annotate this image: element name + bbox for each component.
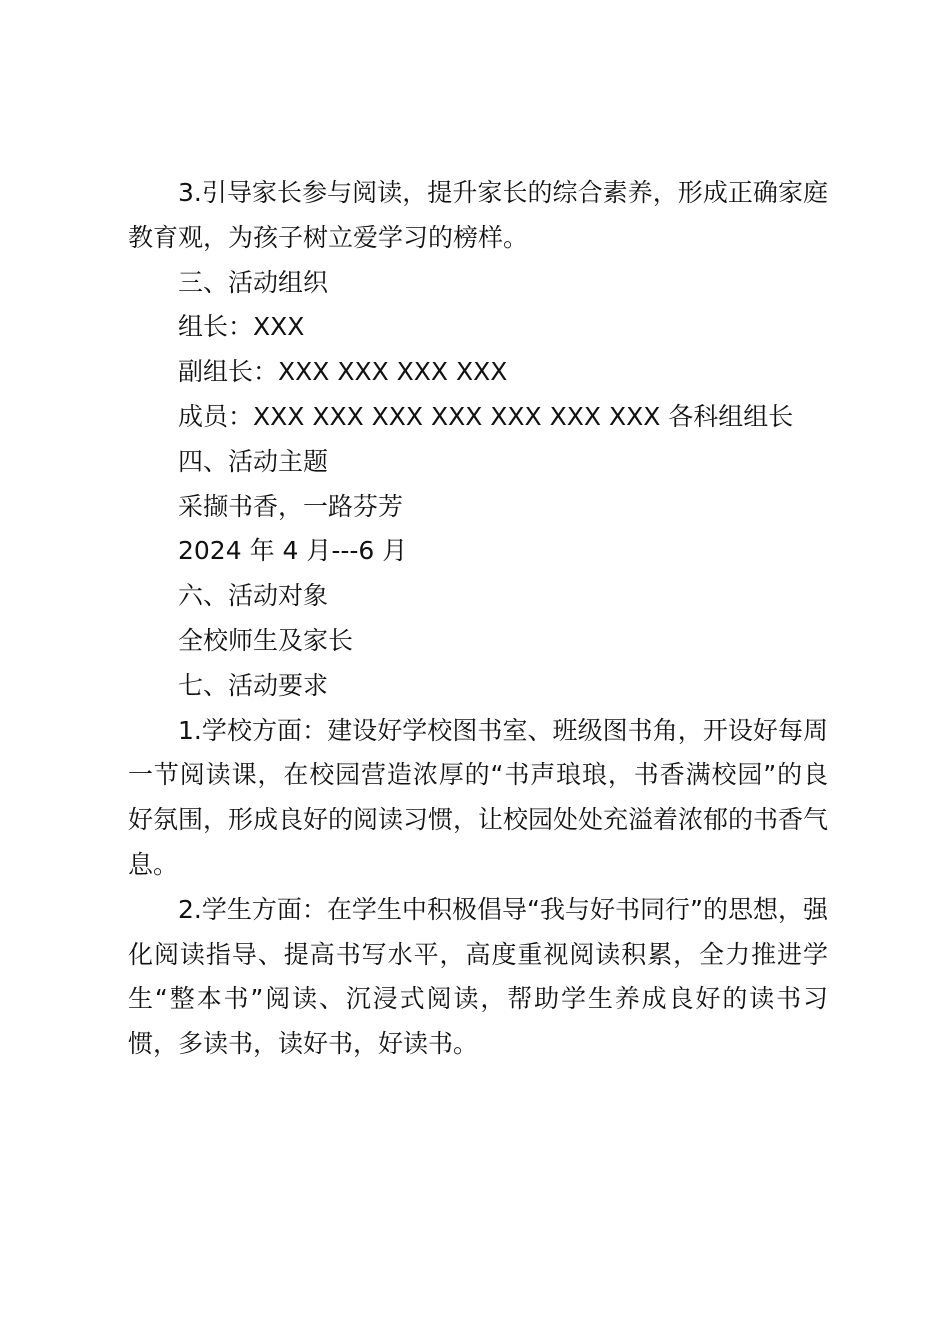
paragraph-group-leader: 组长：XXX <box>178 312 305 342</box>
document-body <box>128 171 828 1067</box>
paragraph-deputy-leaders: 副组长：XXX XXX XXX XXX <box>178 357 508 387</box>
paragraph-theme: 采撷书香，一路芬芳 <box>178 491 404 521</box>
heading-activity-target: 六、活动对象 <box>178 581 329 611</box>
paragraph-student-requirements: 2.学生方面：在学生中积极倡导“我与好书同行”的思想，强化阅读指导、提高书写水平，高度重视阅读积累，全力推进学生“整本书”阅读、沉浸式阅读，帮助学生养成良好的读书习惯，多读书，读好书，好读书。 <box>128 894 828 1059</box>
paragraph-school-requirements: 1.学校方面：建设好学校图书室、班级图书角，开设好每周一节阅读课，在校园营造浓厚的“书声琅琅，书香满校园”的良好氛围，形成良好的阅读习惯，让校园处处充溢着浓郁的书香气息。 <box>128 715 829 879</box>
paragraph-target: 全校师生及家长 <box>178 625 354 655</box>
heading-activity-theme: 四、活动主题 <box>178 446 329 476</box>
paragraph-activity-period: 2024 年 4 月---6 月 <box>178 536 408 566</box>
heading-activity-organization: 三、活动组织 <box>178 267 329 297</box>
paragraph-goal-3: 3.引导家长参与阅读，提升家长的综合素养，形成正确家庭教育观，为孩子树立爱学习的榜样。 <box>128 178 828 252</box>
heading-activity-requirements: 七、活动要求 <box>178 670 329 700</box>
paragraph-members: 成员：XXX XXX XXX XXX XXX XXX XXX 各科组组长 <box>178 401 794 431</box>
